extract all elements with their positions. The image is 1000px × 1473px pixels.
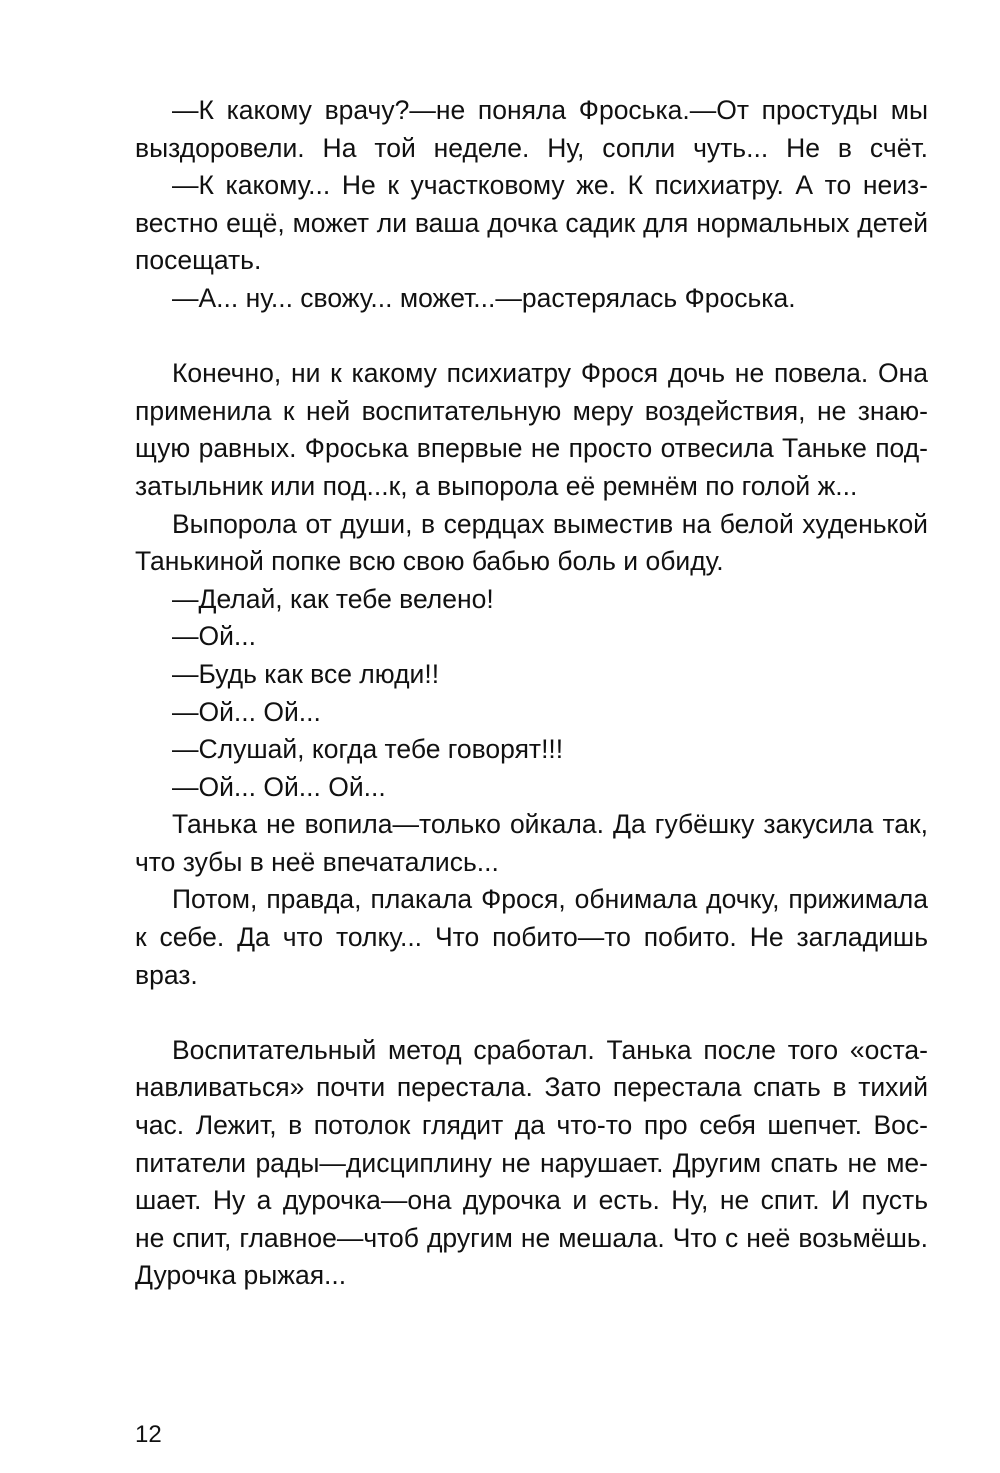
text-line: Танькиной попке всю свою бабью боль и обиду. (135, 546, 724, 577)
text-line: что зубы в неё впечатались... (135, 846, 499, 877)
text-line: к себе. Да что толку... Что побито—то побито. Не загладишь (135, 922, 928, 953)
text-line: щую равных. Фроська впервые не просто отвесила Таньке под- (135, 433, 928, 464)
text-line: —Слушай, когда тебе говорят!!! (172, 734, 564, 765)
text-line: применила к ней воспитательную меру воздействия, не знаю- (135, 395, 928, 426)
text-line: Танька не вопила—только ойкала. Да губёшку закусила так, (172, 809, 928, 840)
text-line: вестно ещё, может ли ваша дочка садик для нормальных детей (135, 207, 928, 238)
text-line: посещать. (135, 245, 262, 276)
section-gap (135, 318, 928, 356)
text-line: —Ой... (172, 621, 257, 652)
text-line: —Будь как все люди!! (172, 658, 440, 689)
text-line: Выпорола от души, в сердцах выместив на белой худенькой (172, 508, 928, 539)
page-number: 12 (135, 1421, 162, 1448)
text-line: враз. (135, 959, 198, 990)
text-line: навливаться» почти перестала. Зато перестала спать в тихий (135, 1072, 928, 1103)
text-line: затыльник или под...к, а выпорола её ремнём по голой ж... (135, 470, 858, 501)
text-line: Дурочка рыжая... (135, 1260, 347, 1291)
text-line: выздоровели. На той неделе. Ну, сопли чуть... Не в счёт. (135, 132, 928, 163)
text-line: Потом, правда, плакала Фрося, обнимала дочку, прижимала (172, 884, 928, 915)
text-line: Воспитательный метод сработал. Танька после того «оста- (172, 1034, 928, 1065)
text-line: шает. Ну а дурочка—она дурочка и есть. Ну, не спит. И пусть (135, 1185, 928, 1216)
text-line: Конечно, ни к какому психиатру Фрося дочь не повела. Она (172, 358, 928, 389)
text-line: —Ой... Ой... (172, 696, 321, 727)
text-line: —Делай, как тебе велено! (172, 583, 494, 614)
text-line: час. Лежит, в потолок глядит да что-то про себя шепчет. Вос- (135, 1110, 928, 1141)
section-gap (135, 994, 928, 1032)
text-line: не спит, главное—чтоб другим не мешала. Что с неё возьмёшь. (135, 1222, 928, 1253)
text-line: —Ой... Ой... Ой... (172, 771, 386, 802)
page-body (135, 92, 928, 1295)
text-line: —К какому врачу?—не поняла Фроська.—От простуды мы (172, 95, 928, 125)
text-line: —А... ну... свожу... может...—растерялась Фроська. (172, 282, 796, 313)
text-line: питатели рады—дисциплину не нарушает. Другим спать не ме- (135, 1147, 928, 1178)
text-line: —К какому... Не к участковому же. К психиатру. А то неиз- (172, 170, 928, 201)
